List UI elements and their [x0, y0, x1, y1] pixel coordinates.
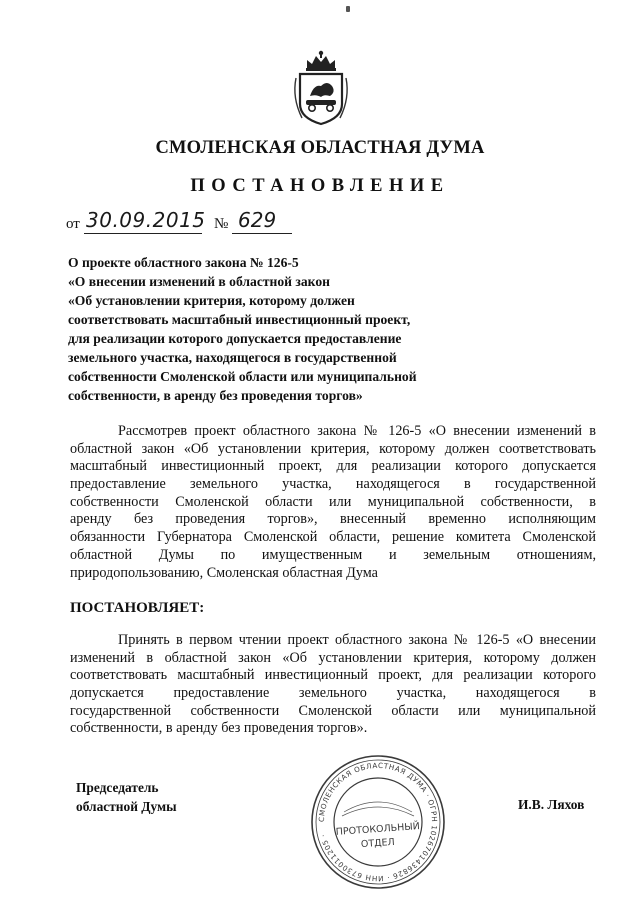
paragraph-line: обязанности Губернатора Смоленской области, решение комитета Смоленской [70, 529, 596, 546]
stamp-ring-text: СМОЛЕНСКАЯ ОБЛАСТНАЯ ДУМА · ОГРН 1026701436826 · ИНН 6730011205 · [316, 760, 440, 884]
date-prefix: от [66, 216, 80, 232]
subject-line: собственности, в аренду без проведения торгов» [68, 388, 363, 403]
date-underline [84, 233, 202, 234]
paragraph-line: собственности Смоленской области или муниципальной собственности, в [70, 493, 596, 510]
paragraph-line: собственности, в аренду без проведения торгов». [70, 720, 368, 737]
paragraph-line: государственной собственности Смоленской области или муниципальной [70, 702, 596, 719]
signatory-title-line: Председатель [76, 780, 159, 795]
number-underline [232, 233, 292, 234]
date-number-line [66, 208, 366, 236]
paragraph-line: масштабный инвестиционный проект, для реализации которого допускается [70, 458, 596, 475]
document-type-title: ПОСТАНОВЛЕНИЕ [190, 176, 450, 196]
subject-line: земельного участка, находящегося в государственной [68, 350, 397, 365]
signatory-title-line: областной Думы [76, 799, 177, 814]
organization-name: СМОЛЕНСКАЯ ОБЛАСТНАЯ ДУМА [155, 138, 485, 158]
coat-of-arms-emblem [290, 48, 352, 128]
subject-line: для реализации которого допускается предоставление [68, 331, 402, 346]
signatory-title [76, 778, 177, 816]
number-prefix: № [214, 216, 229, 232]
stamp-inner-line1: ПРОТОКОЛЬНЫЙ [335, 821, 421, 838]
handwritten-number: 629 [238, 208, 277, 232]
paragraph-line: изменений в областной закон «Об установлении критерия, которому должен [70, 649, 596, 666]
stamp-inner-line2: ОТДЕЛ [360, 836, 396, 851]
official-stamp-seal [308, 752, 448, 892]
paragraph-line: областной закон «Об установлении критерия, которому должен соответствовать [70, 440, 596, 457]
paragraph-line: Рассмотрев проект областного закона № 126-5 «О внесении изменений в [118, 423, 596, 439]
resolution-paragraph [70, 632, 596, 738]
paragraph-line: природопользованию, Смоленская областная Дума [70, 564, 378, 581]
subject-line: «О внесении изменений в областной закон [68, 274, 330, 289]
paragraph-line: Принять в первом чтении проект областного закона № 126-5 «О внесении [118, 632, 596, 648]
paragraph-line: соответствовать масштабный инвестиционный проект, для реализации которого [70, 667, 596, 684]
subject-line: соответствовать масштабный инвестиционный проект, [68, 312, 411, 327]
resolves-heading: ПОСТАНОВЛЯЕТ: [70, 600, 205, 616]
document-subject [68, 253, 417, 405]
subject-line: собственности Смоленской области или муниципальной [68, 369, 417, 384]
paragraph-line: допускается предоставление земельного участка, находящегося в [70, 685, 596, 702]
paragraph-line: областной Думы по имущественным и земельным отношениям, [70, 546, 596, 563]
preamble-paragraph [70, 423, 596, 582]
handwritten-date: 30.09.2015 [86, 208, 206, 232]
subject-line: О проекте областного закона № 126-5 [68, 255, 299, 270]
subject-line: «Об установлении критерия, которому должен [68, 293, 355, 308]
paragraph-line: аренду без проведения торгов», внесенный временно исполняющим [70, 511, 596, 528]
scan-speck [346, 6, 350, 12]
signatory-name: И.В. Ляхов [518, 797, 585, 812]
paragraph-line: предоставление земельного участка, находящегося в государственной [70, 476, 596, 493]
